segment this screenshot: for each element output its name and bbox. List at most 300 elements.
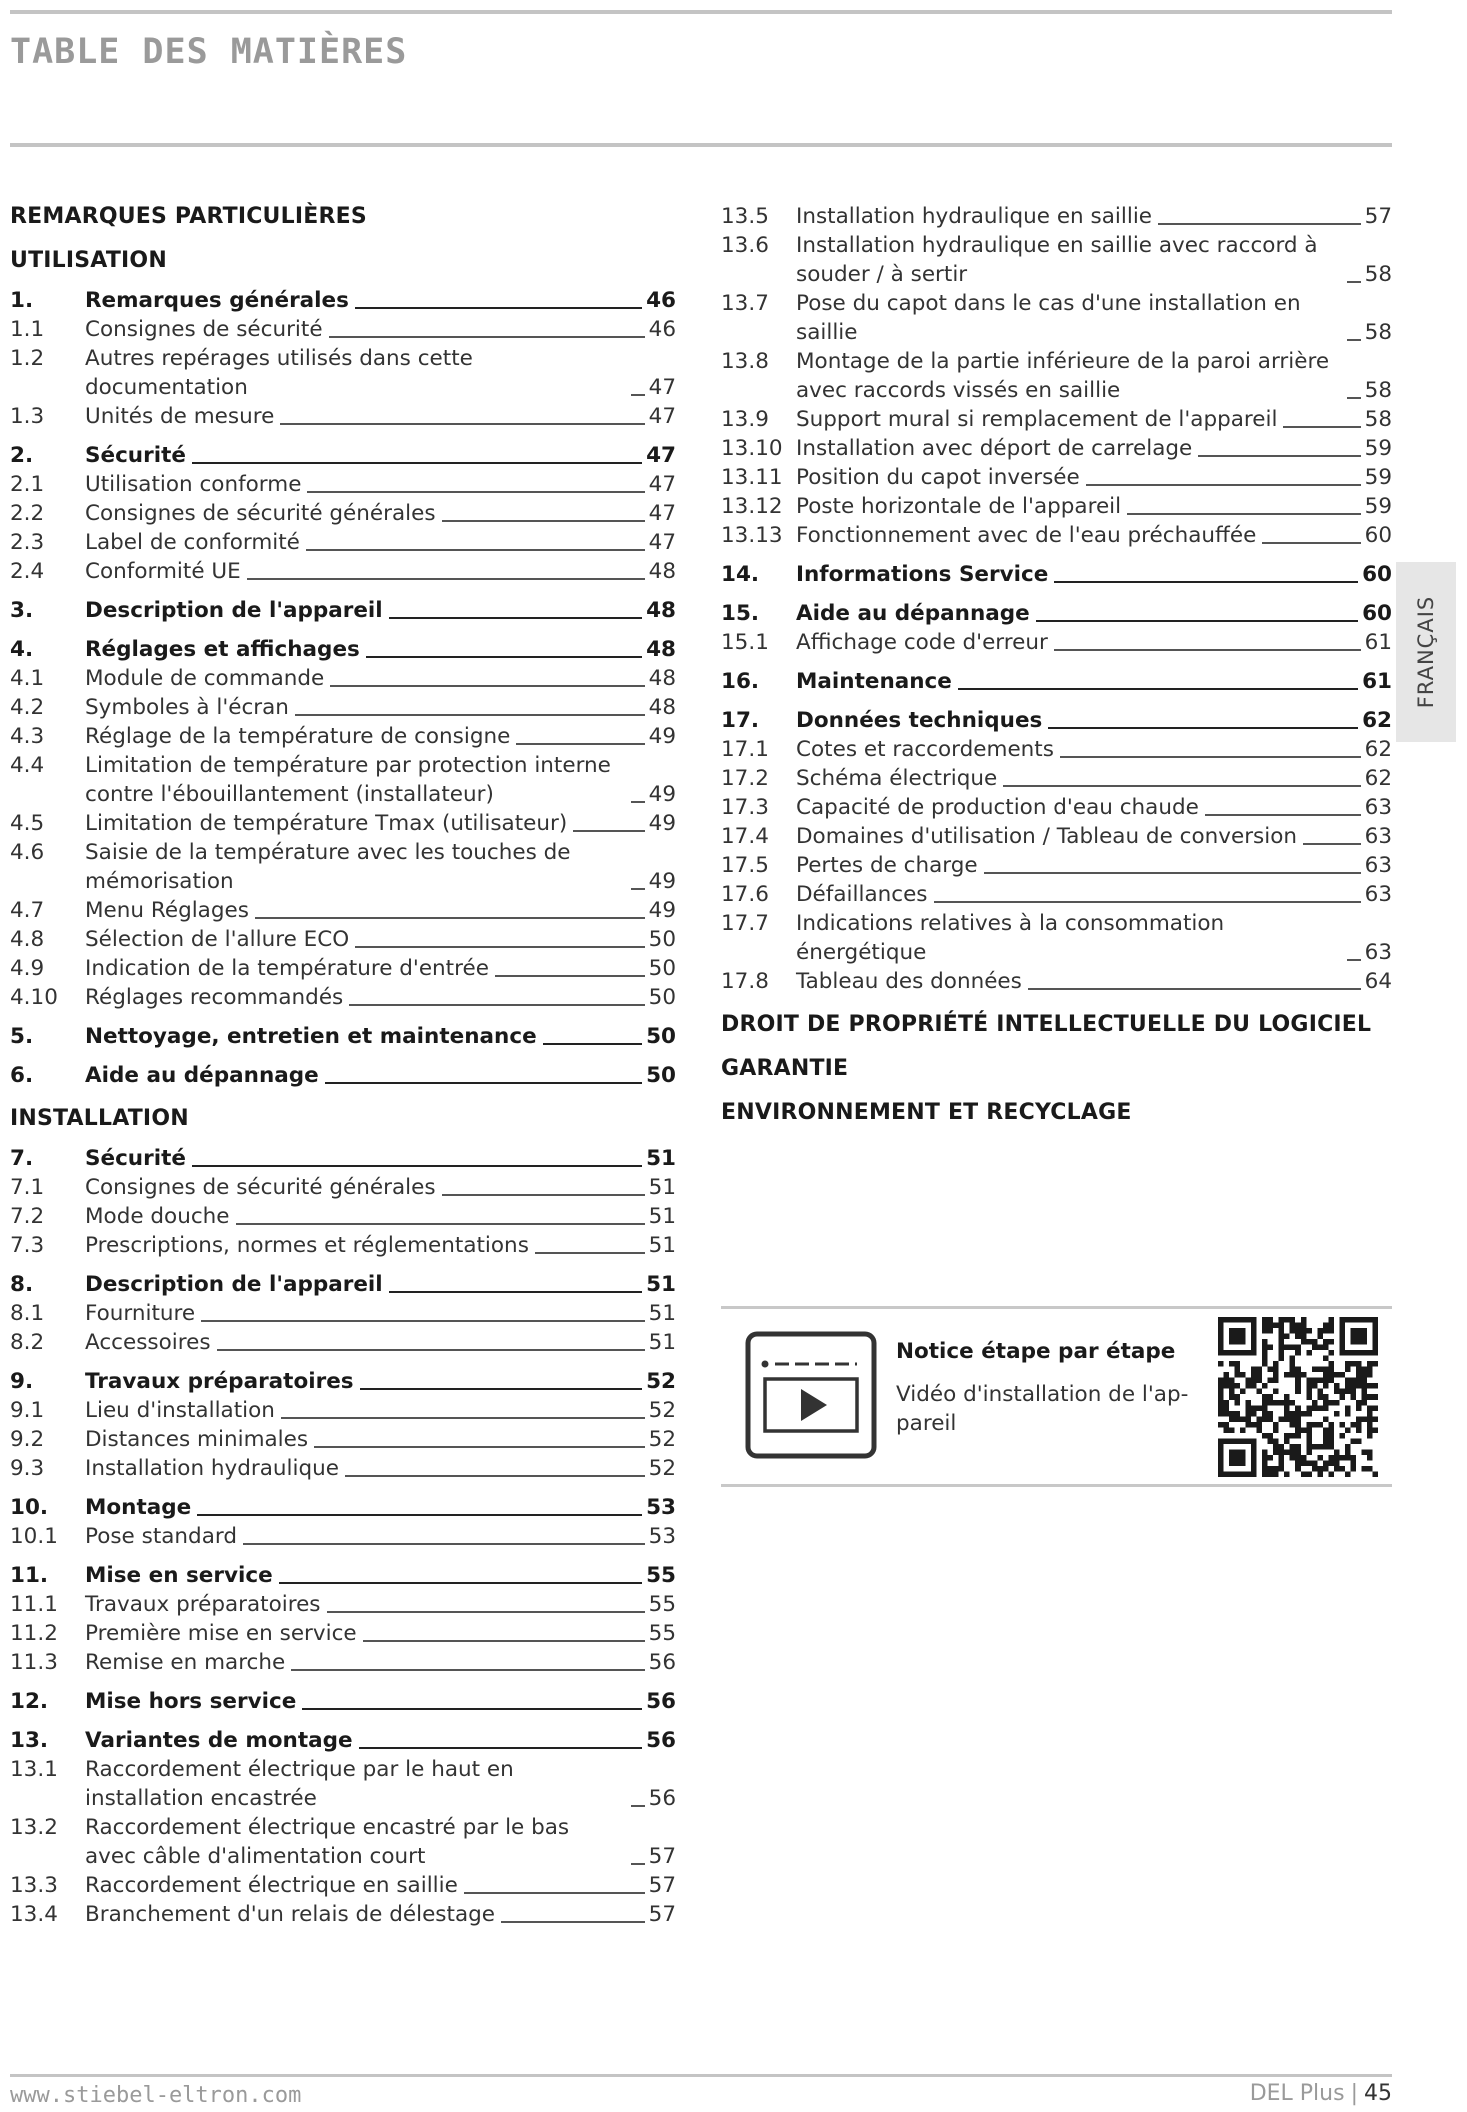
qr-module bbox=[1350, 1389, 1356, 1395]
qr-module bbox=[1295, 1411, 1301, 1417]
qr-module bbox=[1279, 1323, 1285, 1329]
toc-subsection-entry[interactable] bbox=[10, 528, 676, 557]
qr-module bbox=[1317, 1466, 1323, 1472]
toc-entry-body bbox=[796, 851, 1392, 880]
toc-subsection-entry[interactable] bbox=[721, 463, 1392, 492]
qr-module bbox=[1246, 1400, 1252, 1406]
toc-page-number: 51 bbox=[648, 1204, 676, 1229]
qr-code-icon[interactable] bbox=[1218, 1317, 1378, 1477]
qr-module bbox=[1312, 1345, 1318, 1351]
toc-entry-title: Pertes de charge bbox=[796, 853, 978, 878]
toc-leader-line bbox=[1086, 484, 1361, 486]
toc-entry-title: Remise en marche bbox=[85, 1650, 286, 1675]
toc-entry-title: Travaux préparatoires bbox=[85, 1592, 321, 1617]
toc-entry-body bbox=[85, 1299, 676, 1328]
toc-subsection-entry[interactable] bbox=[10, 1590, 676, 1619]
toc-subsection-entry[interactable] bbox=[10, 1522, 676, 1551]
toc-entry-title: Indication de la température d'entrée bbox=[85, 956, 489, 981]
toc-subsection-entry[interactable] bbox=[10, 1173, 676, 1202]
toc-subsection-entry[interactable] bbox=[721, 405, 1392, 434]
qr-module bbox=[1306, 1438, 1312, 1444]
qr-module bbox=[1323, 1372, 1329, 1378]
toc-subsection-entry[interactable] bbox=[10, 1328, 676, 1357]
toc-leader-line bbox=[330, 685, 644, 687]
toc-page-number: 63 bbox=[1364, 882, 1392, 907]
qr-module bbox=[1262, 1323, 1268, 1329]
qr-module bbox=[1268, 1466, 1274, 1472]
toc-entry-title: Tableau des données bbox=[796, 969, 1022, 994]
qr-module bbox=[1372, 1394, 1378, 1400]
qr-module bbox=[1295, 1444, 1301, 1450]
toc-chapter-entry[interactable] bbox=[721, 560, 1392, 589]
toc-subsection-entry[interactable] bbox=[721, 628, 1392, 657]
footer-url[interactable]: www.stiebel-eltron.com bbox=[10, 2083, 302, 2108]
toc-subsection-entry[interactable] bbox=[721, 735, 1392, 764]
toc-page-number: 55 bbox=[648, 1621, 676, 1646]
qr-module bbox=[1317, 1334, 1323, 1340]
toc-chapter-entry[interactable] bbox=[10, 286, 676, 315]
toc-page-number: 49 bbox=[648, 811, 676, 836]
qr-module bbox=[1323, 1460, 1329, 1466]
toc-entry-body bbox=[85, 1590, 676, 1619]
toc-subsection-entry[interactable] bbox=[721, 521, 1392, 550]
qr-module bbox=[1323, 1444, 1329, 1450]
toc-entry-body bbox=[85, 1367, 676, 1396]
toc-chapter-entry[interactable] bbox=[10, 635, 676, 664]
toc-entry-body bbox=[85, 402, 676, 431]
toc-subsection-entry[interactable] bbox=[10, 1299, 676, 1328]
toc-entry-number: 4.2 bbox=[10, 695, 45, 720]
qr-module bbox=[1356, 1372, 1362, 1378]
qr-module bbox=[1356, 1383, 1362, 1389]
toc-leader-line bbox=[327, 1611, 645, 1613]
qr-module bbox=[1328, 1400, 1334, 1406]
toc-subsection-entry[interactable] bbox=[721, 347, 1392, 405]
toc-subsection-entry[interactable] bbox=[721, 909, 1392, 967]
qr-module bbox=[1301, 1339, 1307, 1345]
qr-module bbox=[1268, 1345, 1274, 1351]
toc-entry-title: Branchement d'un relais de délestage bbox=[85, 1902, 495, 1927]
qr-module bbox=[1295, 1350, 1301, 1356]
qr-module bbox=[1334, 1389, 1340, 1395]
toc-entry-title: Données techniques bbox=[796, 708, 1043, 733]
qr-module bbox=[1273, 1378, 1279, 1384]
toc-leader-line bbox=[1262, 542, 1360, 544]
toc-subsection-entry[interactable] bbox=[10, 1202, 676, 1231]
qr-module bbox=[1372, 1383, 1378, 1389]
toc-leader-line bbox=[442, 1194, 645, 1196]
qr-module bbox=[1279, 1400, 1285, 1406]
qr-module bbox=[1350, 1466, 1356, 1472]
toc-subsection-entry[interactable] bbox=[10, 954, 676, 983]
qr-module bbox=[1240, 1372, 1246, 1378]
toc-chapter-entry[interactable] bbox=[10, 1493, 676, 1522]
qr-module bbox=[1361, 1367, 1367, 1373]
toc-subsection-entry[interactable] bbox=[10, 1648, 676, 1677]
toc-subsection-entry[interactable] bbox=[10, 664, 676, 693]
qr-module bbox=[1339, 1422, 1345, 1428]
qr-module bbox=[1345, 1471, 1351, 1477]
toc-entry-body bbox=[85, 751, 676, 809]
toc-leader-line bbox=[1283, 426, 1360, 428]
qr-module bbox=[1323, 1345, 1329, 1351]
toc-entry-body bbox=[85, 1061, 676, 1090]
toc-subsection-entry[interactable] bbox=[10, 1813, 676, 1871]
toc-leader-line bbox=[495, 975, 645, 977]
qr-module bbox=[1295, 1422, 1301, 1428]
toc-section-heading[interactable]: GARANTIE bbox=[721, 1056, 849, 1081]
qr-module bbox=[1339, 1433, 1345, 1439]
qr-module bbox=[1323, 1427, 1329, 1433]
toc-entry-number: 2.3 bbox=[10, 530, 45, 555]
qr-module bbox=[1295, 1345, 1301, 1351]
qr-module bbox=[1350, 1394, 1356, 1400]
toc-page-number: 46 bbox=[648, 317, 676, 342]
toc-entry-body bbox=[85, 635, 676, 664]
video-player-icon bbox=[745, 1331, 877, 1459]
toc-entry-title: Variantes de montage bbox=[85, 1728, 353, 1753]
toc-subsection-entry[interactable] bbox=[721, 822, 1392, 851]
qr-module bbox=[1306, 1405, 1312, 1411]
toc-entry-number: 11.2 bbox=[10, 1621, 58, 1646]
qr-module bbox=[1284, 1317, 1290, 1323]
toc-subsection-entry[interactable] bbox=[10, 925, 676, 954]
toc-leader-line bbox=[1028, 988, 1361, 990]
toc-leader-line bbox=[1205, 814, 1361, 816]
qr-module bbox=[1295, 1455, 1301, 1461]
toc-leader-line bbox=[934, 901, 1361, 903]
toc-chapter-entry[interactable] bbox=[10, 1270, 676, 1299]
qr-module bbox=[1328, 1433, 1334, 1439]
toc-entry-body bbox=[85, 1900, 676, 1929]
qr-module bbox=[1235, 1400, 1241, 1406]
qr-module bbox=[1246, 1416, 1252, 1422]
toc-entry-body bbox=[85, 596, 676, 625]
qr-module bbox=[1356, 1422, 1362, 1428]
toc-entry-body bbox=[85, 528, 676, 557]
toc-entry-body bbox=[85, 1202, 676, 1231]
qr-module bbox=[1284, 1345, 1290, 1351]
qr-module bbox=[1257, 1372, 1263, 1378]
video-heading: Notice étape par étape bbox=[896, 1339, 1176, 1364]
qr-module bbox=[1306, 1328, 1312, 1334]
qr-module bbox=[1312, 1378, 1318, 1384]
toc-subsection-entry[interactable] bbox=[10, 722, 676, 751]
toc-entry-number: 14. bbox=[721, 562, 760, 587]
toc-subsection-entry[interactable] bbox=[10, 693, 676, 722]
footer-page-number: 45 bbox=[1364, 2081, 1392, 2106]
toc-chapter-entry[interactable] bbox=[721, 706, 1392, 735]
toc-leader-line bbox=[192, 1165, 642, 1167]
toc-subsection-entry[interactable] bbox=[721, 967, 1392, 996]
toc-subsection-entry[interactable] bbox=[10, 838, 676, 896]
qr-module bbox=[1268, 1378, 1274, 1384]
toc-chapter-entry[interactable] bbox=[10, 1022, 676, 1051]
toc-subsection-entry[interactable] bbox=[721, 492, 1392, 521]
qr-module bbox=[1257, 1427, 1263, 1433]
toc-chapter-entry[interactable] bbox=[10, 1367, 676, 1396]
qr-module bbox=[1317, 1328, 1323, 1334]
qr-module bbox=[1262, 1350, 1268, 1356]
toc-leader-line bbox=[573, 830, 644, 832]
top-rule bbox=[10, 10, 1392, 14]
toc-entry-number: 6. bbox=[10, 1063, 34, 1088]
toc-entry-number: 15.1 bbox=[721, 630, 769, 655]
toc-chapter-entry[interactable] bbox=[10, 1726, 676, 1755]
toc-entry-title: Maintenance bbox=[796, 669, 952, 694]
toc-chapter-entry[interactable] bbox=[10, 1561, 676, 1590]
toc-subsection-entry[interactable] bbox=[10, 751, 676, 809]
qr-module bbox=[1262, 1466, 1268, 1472]
toc-page-number: 61 bbox=[1362, 669, 1392, 694]
toc-subsection-entry[interactable] bbox=[10, 344, 676, 402]
toc-entry-title: Mode douche bbox=[85, 1204, 230, 1229]
toc-chapter-entry[interactable] bbox=[721, 667, 1392, 696]
qr-module bbox=[1268, 1438, 1274, 1444]
qr-module bbox=[1334, 1460, 1340, 1466]
qr-module bbox=[1251, 1372, 1257, 1378]
footer-product-name: DEL Plus bbox=[1249, 2081, 1345, 2106]
toc-entry-body bbox=[796, 231, 1392, 289]
qr-module bbox=[1312, 1383, 1318, 1389]
qr-module bbox=[1323, 1416, 1329, 1422]
toc-entry-title: Montage de la partie inférieure de la paroi arrière avec raccords vissés en saillie bbox=[796, 349, 1330, 403]
toc-subsection-entry[interactable] bbox=[10, 402, 676, 431]
toc-entry-title: Mise en service bbox=[85, 1563, 273, 1588]
toc-entry-title: Remarques générales bbox=[85, 288, 349, 313]
toc-entry-number: 15. bbox=[721, 601, 760, 626]
qr-module bbox=[1229, 1427, 1235, 1433]
toc-section-heading[interactable]: ENVIRONNEMENT ET RECYCLAGE bbox=[721, 1100, 1132, 1125]
toc-entry-body bbox=[85, 983, 676, 1012]
qr-module bbox=[1240, 1427, 1246, 1433]
toc-chapter-entry[interactable] bbox=[10, 1061, 676, 1090]
toc-leader-line bbox=[236, 1223, 645, 1225]
qr-module bbox=[1262, 1383, 1268, 1389]
toc-entry-title: Informations Service bbox=[796, 562, 1049, 587]
toc-entry-title: Installation avec déport de carrelage bbox=[796, 436, 1193, 461]
toc-subsection-entry[interactable] bbox=[721, 289, 1392, 347]
toc-page-number: 50 bbox=[646, 1024, 676, 1049]
qr-module bbox=[1350, 1383, 1356, 1389]
qr-module bbox=[1339, 1389, 1345, 1395]
toc-entry-title: Réglages recommandés bbox=[85, 985, 344, 1010]
toc-page-number: 52 bbox=[648, 1427, 676, 1452]
toc-entry-number: 4. bbox=[10, 637, 34, 662]
language-tab[interactable] bbox=[1396, 562, 1456, 742]
toc-entry-number: 17.6 bbox=[721, 882, 769, 907]
qr-module bbox=[1290, 1400, 1296, 1406]
toc-leader-line bbox=[1347, 339, 1361, 341]
toc-column-right bbox=[721, 202, 1392, 1128]
toc-section-heading[interactable]: UTILISATION bbox=[10, 248, 167, 273]
toc-subsection-entry[interactable] bbox=[10, 1871, 676, 1900]
toc-subsection-entry[interactable] bbox=[10, 470, 676, 499]
toc-entry-number: 10. bbox=[10, 1495, 49, 1520]
toc-subsection-entry[interactable] bbox=[10, 809, 676, 838]
toc-entry-body bbox=[796, 822, 1392, 851]
toc-page-number: 63 bbox=[1364, 795, 1392, 820]
toc-subsection-entry[interactable] bbox=[721, 793, 1392, 822]
toc-page-number: 57 bbox=[1364, 204, 1392, 229]
toc-page-number: 63 bbox=[1364, 824, 1392, 849]
toc-page-number: 57 bbox=[648, 1873, 676, 1898]
qr-module bbox=[1284, 1400, 1290, 1406]
toc-page-number: 55 bbox=[648, 1592, 676, 1617]
toc-page-number: 59 bbox=[1364, 465, 1392, 490]
qr-module bbox=[1235, 1394, 1241, 1400]
toc-leader-line bbox=[325, 1082, 642, 1084]
qr-module bbox=[1361, 1378, 1367, 1384]
toc-page-number: 50 bbox=[648, 956, 676, 981]
toc-entry-number: 1.1 bbox=[10, 317, 45, 342]
toc-entry-number: 17.7 bbox=[721, 911, 769, 936]
qr-module bbox=[1350, 1328, 1367, 1345]
toc-entry-number: 13. bbox=[10, 1728, 49, 1753]
toc-subsection-entry[interactable] bbox=[721, 231, 1392, 289]
toc-section-heading[interactable]: REMARQUES PARTICULIÈRES bbox=[10, 204, 367, 229]
toc-entry-body bbox=[85, 838, 676, 896]
toc-page-number: 50 bbox=[648, 927, 676, 952]
toc-subsection-entry[interactable] bbox=[721, 202, 1392, 231]
qr-module bbox=[1323, 1323, 1329, 1329]
toc-entry-title: Description de l'appareil bbox=[85, 598, 383, 623]
toc-entry-number: 11.3 bbox=[10, 1650, 58, 1675]
toc-subsection-entry[interactable] bbox=[10, 983, 676, 1012]
qr-module bbox=[1279, 1334, 1285, 1340]
toc-entry-title: Indications relatives à la consommation énergétique bbox=[796, 911, 1225, 965]
toc-entry-body bbox=[85, 1648, 676, 1677]
toc-subsection-entry[interactable] bbox=[10, 1755, 676, 1813]
qr-module bbox=[1345, 1383, 1351, 1389]
toc-leader-line bbox=[281, 1417, 645, 1419]
toc-entry-title: Réglages et affichages bbox=[85, 637, 360, 662]
toc-entry-body bbox=[85, 809, 676, 838]
toc-page-number: 51 bbox=[648, 1175, 676, 1200]
toc-chapter-entry[interactable] bbox=[10, 596, 676, 625]
qr-module bbox=[1372, 1361, 1378, 1367]
toc-entry-body bbox=[85, 925, 676, 954]
toc-entry-body bbox=[85, 693, 676, 722]
qr-module bbox=[1317, 1455, 1323, 1461]
toc-subsection-entry[interactable] bbox=[10, 315, 676, 344]
qr-module bbox=[1345, 1411, 1351, 1417]
toc-page-number: 56 bbox=[646, 1689, 676, 1714]
qr-module bbox=[1268, 1328, 1274, 1334]
toc-chapter-entry[interactable] bbox=[721, 599, 1392, 628]
qr-module bbox=[1306, 1350, 1312, 1356]
toc-entry-title: Module de commande bbox=[85, 666, 325, 691]
toc-subsection-entry[interactable] bbox=[721, 851, 1392, 880]
toc-subsection-entry[interactable] bbox=[10, 499, 676, 528]
toc-page-number: 56 bbox=[648, 1650, 676, 1675]
toc-leader-line bbox=[389, 617, 642, 619]
toc-entry-number: 2.2 bbox=[10, 501, 45, 526]
toc-entry-title: Aide au dépannage bbox=[85, 1063, 319, 1088]
toc-subsection-entry[interactable] bbox=[10, 1900, 676, 1929]
qr-module bbox=[1306, 1471, 1312, 1477]
toc-subsection-entry[interactable] bbox=[10, 1425, 676, 1454]
qr-module bbox=[1306, 1449, 1312, 1455]
toc-subsection-entry[interactable] bbox=[10, 1231, 676, 1260]
qr-module bbox=[1306, 1411, 1312, 1417]
toc-subsection-entry[interactable] bbox=[721, 434, 1392, 463]
toc-subsection-entry[interactable] bbox=[721, 764, 1392, 793]
toc-page-number: 51 bbox=[648, 1233, 676, 1258]
toc-section-heading[interactable]: DROIT DE PROPRIÉTÉ INTELLECTUELLE DU LOGICIEL bbox=[721, 1012, 1372, 1037]
toc-subsection-entry[interactable] bbox=[10, 557, 676, 586]
toc-leader-line bbox=[355, 307, 642, 309]
qr-module bbox=[1273, 1422, 1279, 1428]
toc-page-number: 48 bbox=[646, 598, 676, 623]
toc-page-number: 50 bbox=[646, 1063, 676, 1088]
toc-subsection-entry[interactable] bbox=[10, 896, 676, 925]
qr-module bbox=[1301, 1317, 1307, 1323]
qr-module bbox=[1246, 1383, 1252, 1389]
qr-module bbox=[1367, 1411, 1373, 1417]
qr-module bbox=[1301, 1411, 1307, 1417]
qr-module bbox=[1367, 1394, 1373, 1400]
qr-module bbox=[1251, 1411, 1257, 1417]
qr-module bbox=[1334, 1466, 1340, 1472]
toc-leader-line bbox=[314, 1446, 645, 1448]
toc-chapter-entry[interactable] bbox=[10, 1144, 676, 1173]
qr-module bbox=[1257, 1405, 1263, 1411]
qr-module bbox=[1218, 1378, 1224, 1384]
qr-module bbox=[1218, 1405, 1224, 1411]
toc-leader-line bbox=[535, 1252, 645, 1254]
qr-module bbox=[1284, 1405, 1290, 1411]
toc-page-number: 46 bbox=[646, 288, 676, 313]
toc-entry-body bbox=[85, 1144, 676, 1173]
qr-module bbox=[1290, 1455, 1296, 1461]
toc-entry-title: Label de conformité bbox=[85, 530, 300, 555]
toc-entry-body bbox=[796, 599, 1392, 628]
qr-module bbox=[1356, 1416, 1362, 1422]
toc-subsection-entry[interactable] bbox=[10, 1396, 676, 1425]
toc-leader-line bbox=[197, 1514, 642, 1516]
qr-module bbox=[1367, 1427, 1373, 1433]
qr-module bbox=[1323, 1378, 1329, 1384]
toc-entry-title: Raccordement électrique encastré par le bas avec câble d'alimentation court bbox=[85, 1815, 570, 1869]
toc-chapter-entry[interactable] bbox=[10, 441, 676, 470]
qr-module bbox=[1345, 1455, 1351, 1461]
qr-module bbox=[1262, 1449, 1268, 1455]
toc-subsection-entry[interactable] bbox=[10, 1454, 676, 1483]
toc-section-heading[interactable]: INSTALLATION bbox=[10, 1106, 189, 1131]
qr-module bbox=[1273, 1361, 1279, 1367]
toc-leader-line bbox=[958, 688, 1358, 690]
toc-subsection-entry[interactable] bbox=[721, 880, 1392, 909]
toc-entry-body bbox=[85, 1328, 676, 1357]
toc-page-number: 58 bbox=[1364, 407, 1392, 432]
qr-module bbox=[1295, 1405, 1301, 1411]
toc-chapter-entry[interactable] bbox=[10, 1687, 676, 1716]
qr-module bbox=[1290, 1411, 1296, 1417]
toc-leader-line bbox=[243, 1543, 645, 1545]
toc-page-number: 49 bbox=[648, 869, 676, 894]
toc-entry-number: 10.1 bbox=[10, 1524, 58, 1549]
qr-module bbox=[1246, 1422, 1252, 1428]
toc-entry-title: Pose standard bbox=[85, 1524, 237, 1549]
qr-module bbox=[1273, 1323, 1279, 1329]
qr-module bbox=[1262, 1339, 1268, 1345]
qr-module bbox=[1301, 1455, 1307, 1461]
qr-module bbox=[1224, 1400, 1230, 1406]
qr-module bbox=[1279, 1317, 1285, 1323]
toc-entry-body bbox=[85, 1561, 676, 1590]
toc-subsection-entry[interactable] bbox=[10, 1619, 676, 1648]
